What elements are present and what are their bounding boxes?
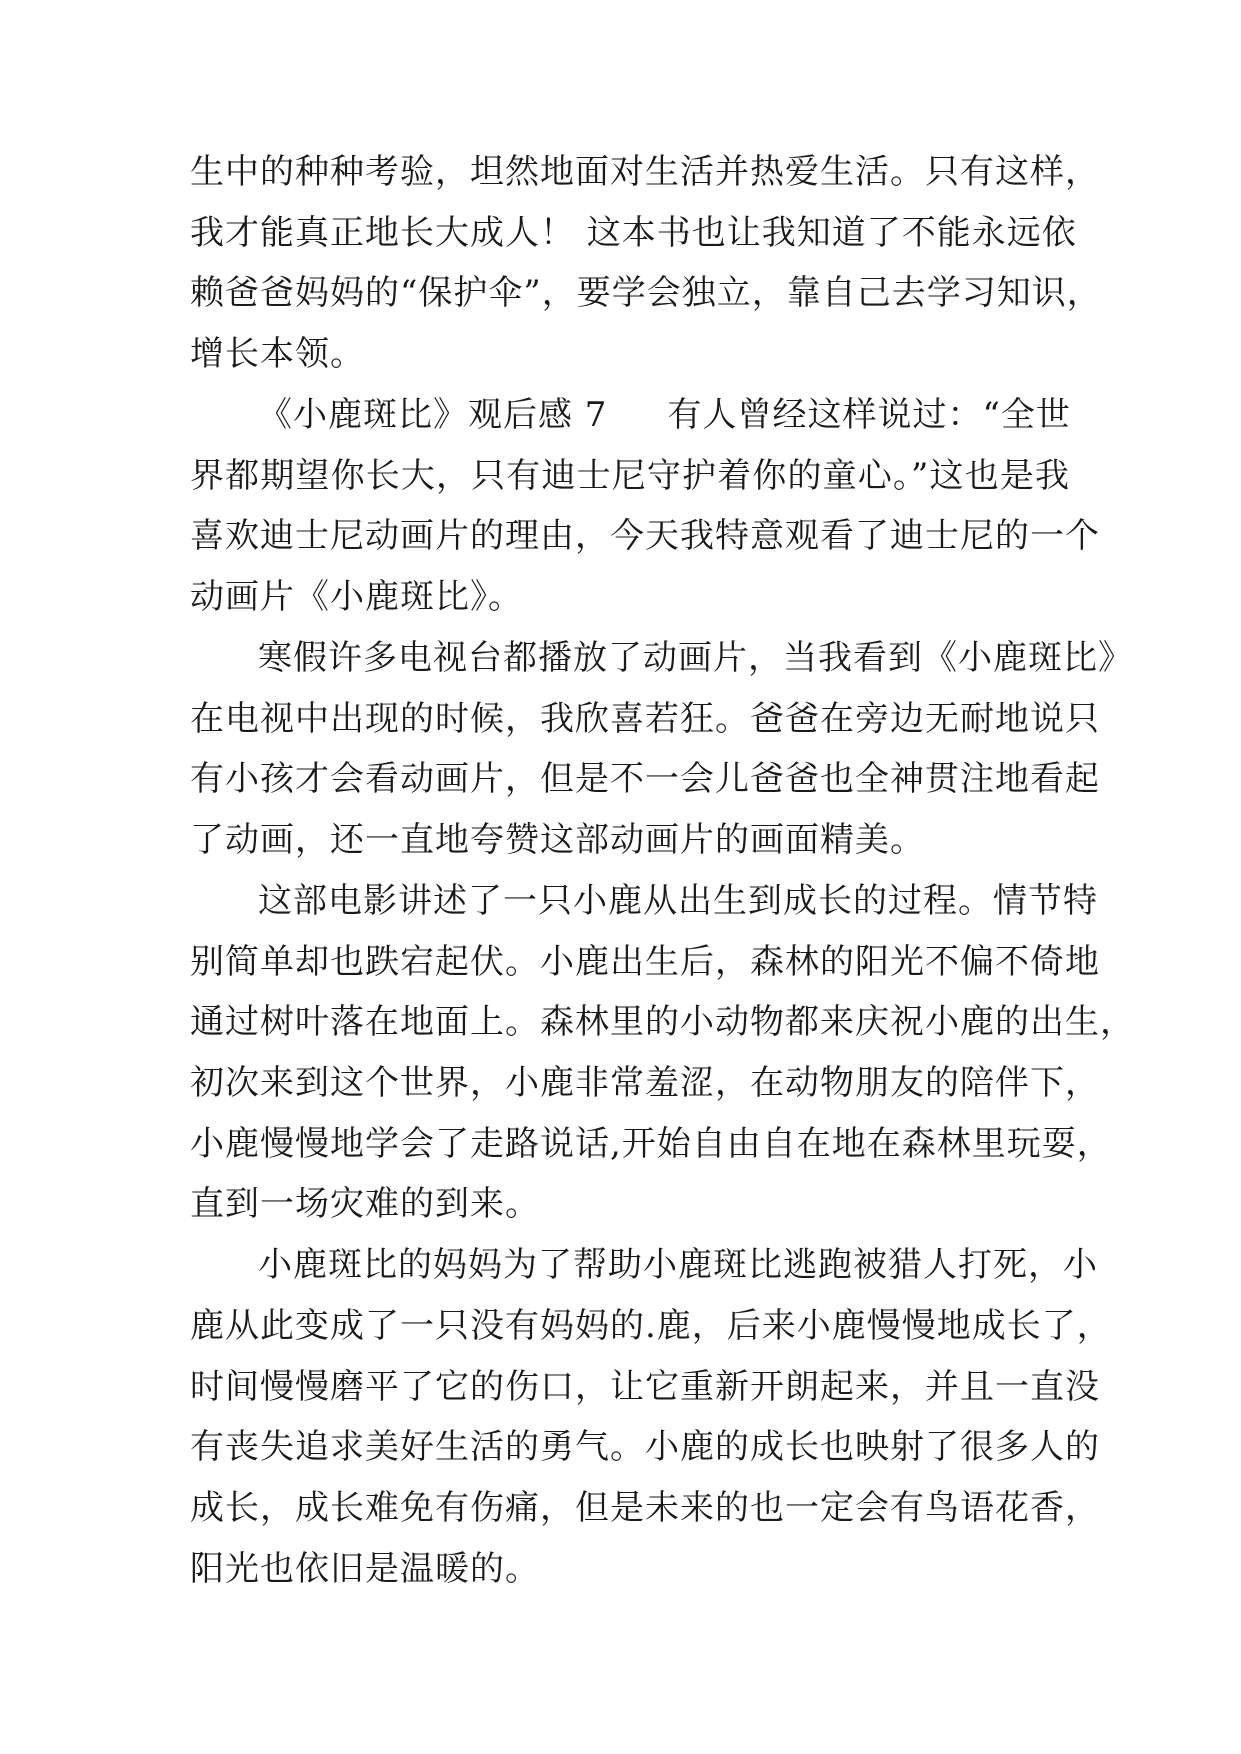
text-line: 增长本领。 (190, 334, 365, 374)
text-line: 了动画，还一直地夸赞这部动画片的画面精美。 (190, 820, 925, 860)
text-line: 小鹿斑比的妈妈为了帮助小鹿斑比逃跑被猎人打死，小 (258, 1245, 1098, 1285)
text-line: 小鹿慢慢地学会了走路说话,开始自由自在地在森林里玩耍， (190, 1124, 1112, 1164)
text-line: 我才能真正地长大成人！ 这本书也让我知道了不能永远依 (190, 213, 1077, 253)
heading-title: 《小鹿斑比》观后感 7 (258, 395, 608, 435)
text-line: 这部电影讲述了一只小鹿从出生到成长的过程。情节特 (258, 881, 1098, 921)
text-line: 在电视中出现的时候，我欣喜若狂。爸爸在旁边无耐地说只 (190, 699, 1100, 739)
text-line: 动画片《小鹿斑比》。 (190, 577, 523, 617)
text-line: 成长，成长难免有伤痛，但是未来的也一定会有鸟语花香， (190, 1488, 1100, 1528)
text-line: 通过树叶落在地面上。森林里的小动物都来庆祝小鹿的出生， (190, 1002, 1135, 1042)
heading-continuation: 有人曾经这样说过：“全世 (667, 395, 1071, 435)
text-line: 喜欢迪士尼动画片的理由，今天我特意观看了迪士尼的一个 (190, 516, 1100, 556)
text-line: 直到一场灾难的到来。 (190, 1184, 540, 1224)
text-line: 有丧失追求美好生活的勇气。小鹿的成长也映射了很多人的 (190, 1427, 1100, 1467)
section-heading (258, 393, 1070, 437)
text-line: 鹿从此变成了一只没有妈妈的.鹿，后来小鹿慢慢地成长了， (190, 1306, 1112, 1346)
text-line: 阳光也依旧是温暖的。 (190, 1549, 540, 1589)
text-line: 生中的种种考验，坦然地面对生活并热爱生活。只有这样， (190, 152, 1100, 192)
text-line: 寒假许多电视台都播放了动画片，当我看到《小鹿斑比》 (258, 638, 1133, 678)
text-line: 别简单却也跌宕起伏。小鹿出生后，森林的阳光不偏不倚地 (190, 942, 1100, 982)
text-line: 有小孩才会看动画片，但是不一会儿爸爸也全神贯注地看起 (190, 759, 1100, 799)
text-line: 赖爸爸妈妈的“保护伞”，要学会独立，靠自己去学习知识， (190, 273, 1102, 313)
text-line: 界都期望你长大，只有迪士尼守护着你的童心。”这也是我 (190, 456, 1070, 496)
text-line: 初次来到这个世界，小鹿非常羞涩，在动物朋友的陪伴下， (190, 1063, 1100, 1103)
text-line: 时间慢慢磨平了它的伤口，让它重新开朗起来，并且一直没 (190, 1367, 1100, 1407)
